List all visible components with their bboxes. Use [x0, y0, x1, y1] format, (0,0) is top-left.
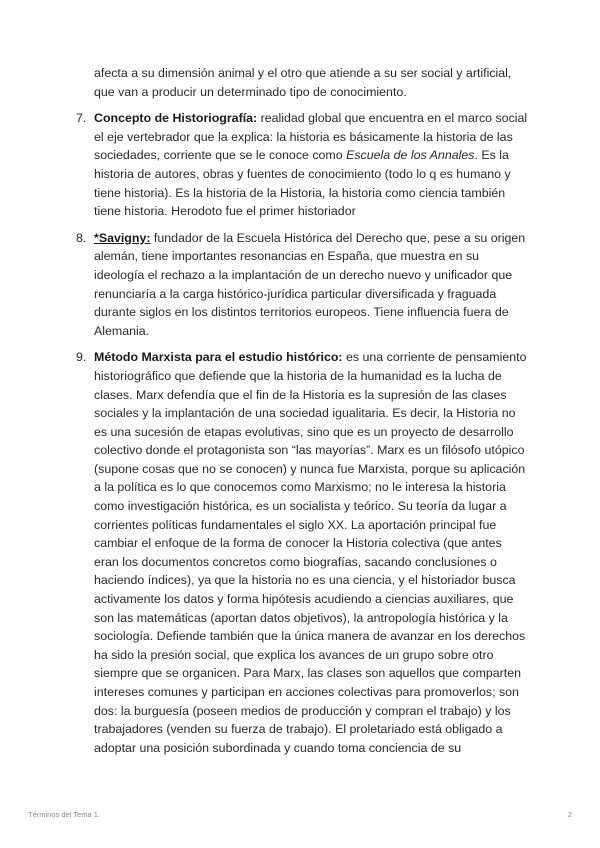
item-number: 8.: [76, 230, 87, 245]
page-content: [76, 64, 528, 757]
footer-title: Términos del Tema 1.: [28, 810, 100, 819]
term-title: *Savigny:: [94, 230, 151, 245]
item-text-continued: . Es la historia de autores, obras y fuentes de conocimiento (todo lo q es humano y tiene historia). Es la historia de la Historia, la historia como ciencia también tiene historia. Herodoto fue el primer historiador: [94, 148, 511, 219]
list-item-8: [76, 229, 528, 341]
item-number: 7.: [76, 111, 87, 126]
item-number: 9.: [76, 350, 87, 365]
page-footer: [28, 810, 572, 819]
term-title: Concepto de Historiografía:: [94, 111, 258, 126]
item-text: realidad global que encuentra en el marco social el eje vertebrador que la explica: la historia es básicamente la historia de las sociedades, corriente que se le conoce como: [94, 111, 528, 163]
item-text: es una corriente de pensamiento historiográfico que defiende que la historia de la humanidad es la lucha de clases. Marx defendía que el fin de la Historia es la supresión de las clases sociales y la implantación de una sociedad igualitaria. Es decir, la Historia no es una sucesión de etapas evolutivas, sino que es un proyecto de desarrollo colectivo donde el protagonista son “las mayorías”. Marx es un filósofo utópico (supone cosas que no se conocen) y nunca fue Marxista, porque su aplicación a la política es lo que conocemos como Marxismo; no le interesa la historia como investigación histórica, es un socialista y teórico. Su teoría da lugar a corrientes políticas fundamentales el siglo XX. La aportación principal fue cambiar el enfoque de la forma de conocer la Historia colectiva (que antes eran los documentos concretos como biografías, sacando conclusiones o haciendo índices), ya que la historia no es una ciencia, y el historiador busca activamente los datos y forma hipótesis acudiendo a ciencias auxiliares, que son las matemáticas (aportan datos objetivos), la antropología histórica y la sociología. Defiende también que la única manera de avanzar en los derechos ha sido la presión social, que explica los avances de un grupo sobre otro siempre que se organicen. Para Marx, las clases son aquellos que comparten intereses comunes y participan en acciones colectivas para promoverlos; son dos: la burguesía (poseen medios de producción y compran el trabajo) y los trabajadores (venden su fuerza de trabajo). El proletariado está obligado a adoptar una posición subordinada y cuando toma conciencia de su: [94, 350, 527, 755]
italic-term: Escuela de los Annales: [346, 148, 475, 163]
list-item-7: [76, 109, 528, 221]
term-title: Método Marxista para el estudio histórico:: [94, 350, 343, 365]
item-body: [94, 229, 528, 341]
item-text: fundador de la Escuela Histórica del Derecho que, pese a su origen alemán, tiene importantes resonancias en España, que muestra en su ideología el rechazo a la implantación de un derecho nuevo y unificador que renunciaría a la carga histórico-jurídica particular diversificada y fraguada durante siglos en los distintos territorios europeos. Tiene influencia fuera de Alemania.: [94, 230, 526, 338]
list-item-9: [76, 348, 528, 757]
item-body: [94, 348, 528, 757]
page-number: 2: [567, 810, 572, 819]
item-body: [94, 109, 528, 221]
intro-paragraph: afecta a su dimensión animal y el otro que atiende a su ser social y artificial, que van a producir un determinado tipo de conocimiento.: [94, 66, 512, 99]
